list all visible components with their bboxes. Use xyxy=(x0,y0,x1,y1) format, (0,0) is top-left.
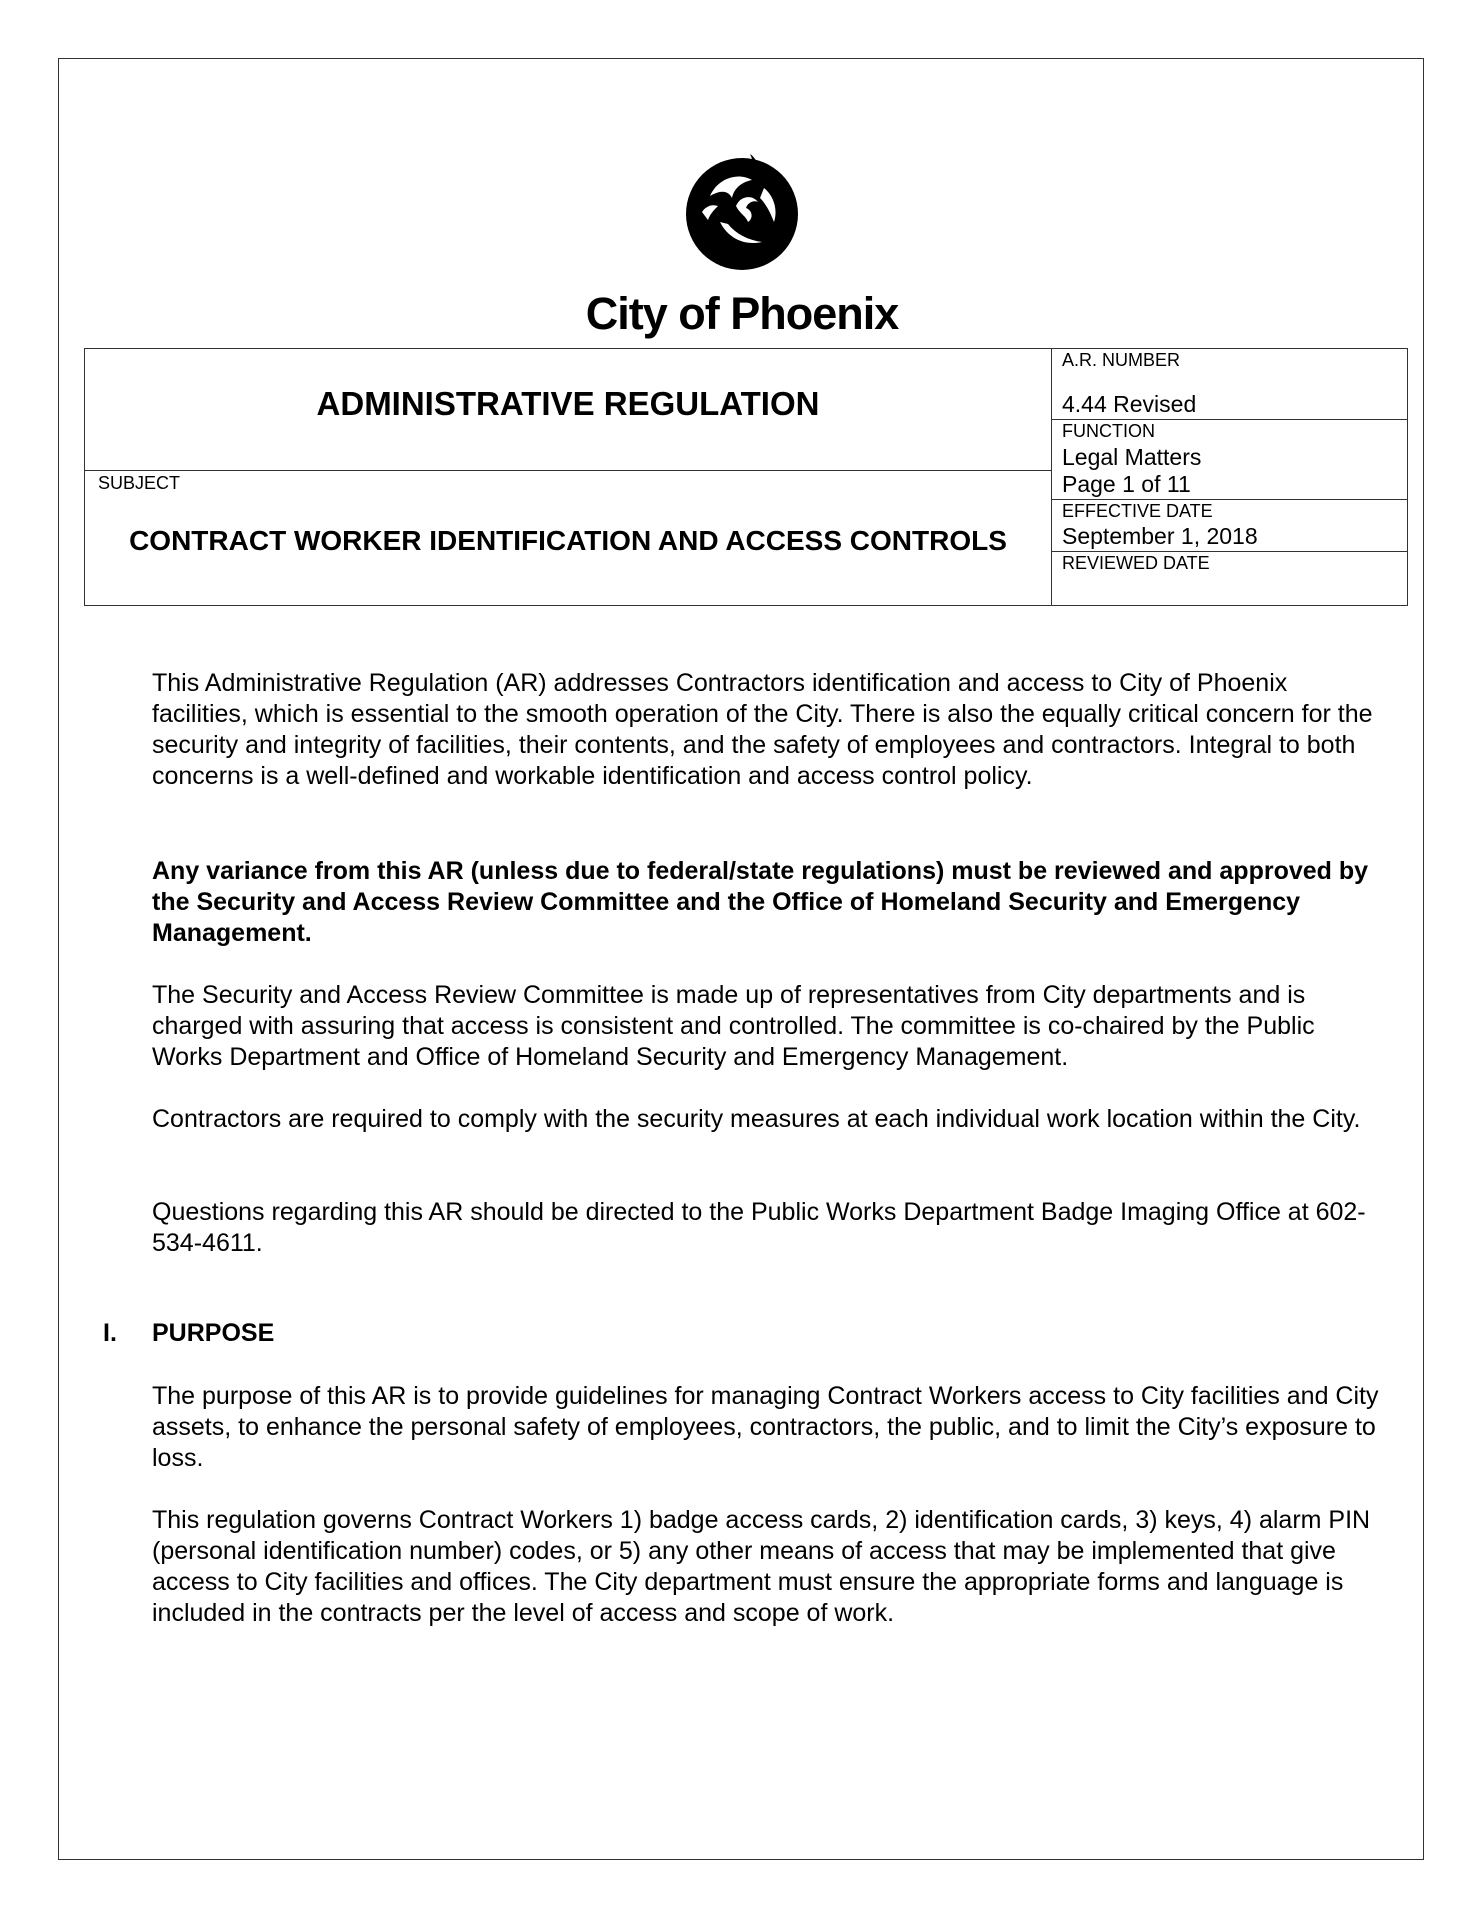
subject-label: SUBJECT xyxy=(98,473,181,493)
regulation-header-table xyxy=(84,348,1408,606)
reviewed-date-label: REVIEWED DATE xyxy=(1062,553,1210,573)
intro-paragraph-1 xyxy=(152,668,1382,792)
purpose-text-2: This regulation governs Contract Workers 1) badge access cards, 2) identification cards, 3) keys, 4) alarm PIN (personal identification number) codes, or 5) any other means of access that may be implemented that give access to City facilities and offices. The City department must ensure the appropriate forms and language is included in the contracts per the level of access and scope of work. xyxy=(152,1506,1371,1627)
purpose-text-1: The purpose of this AR is to provide guidelines for managing Contract Workers access to City facilities and City assets, to enhance the personal safety of employees, contractors, the public, and to limit the City’s exposure to loss. xyxy=(152,1382,1379,1472)
intro-text-1: This Administrative Regulation (AR) addresses Contractors identification and access to City of Phoenix facilities, which is essential to the smooth operation of the City. There is also the equally critical concern for the security and integrity of facilities, their contents, and the safety of employees and contractors. Integral to both concerns is a well-defined and workable identification and access control policy. xyxy=(152,669,1373,790)
phoenix-bird-icon xyxy=(680,148,804,272)
subject-text: CONTRACT WORKER IDENTIFICATION AND ACCESS CONTROLS xyxy=(129,525,1007,556)
intro-text-5: Questions regarding this AR should be directed to the Public Works Department Badge Imaging Office at 602-534-4611. xyxy=(152,1198,1366,1257)
function-value: Legal Matters xyxy=(1062,444,1202,470)
function-label: FUNCTION xyxy=(1062,421,1155,441)
purpose-paragraph-1 xyxy=(152,1381,1382,1474)
ar-number-label: A.R. NUMBER xyxy=(1062,350,1181,370)
city-name: City of Phoenix xyxy=(585,288,899,339)
effective-date-label: EFFECTIVE DATE xyxy=(1062,501,1213,521)
city-logo xyxy=(0,148,1484,340)
purpose-paragraph-2 xyxy=(152,1505,1382,1629)
intro-paragraph-4 xyxy=(152,1104,1382,1135)
effective-date-value: September 1, 2018 xyxy=(1062,523,1258,549)
ar-number-value: 4.44 Revised xyxy=(1062,391,1197,417)
intro-paragraph-5 xyxy=(152,1197,1382,1259)
intro-text-2: Any variance from this AR (unless due to federal/state regulations) must be reviewed and approved by the Security and Access Review Committee and the Office of Homeland Security and Emergency Management. xyxy=(152,857,1369,947)
intro-text-4: Contractors are required to comply with the security measures at each individual work location within the City. xyxy=(152,1105,1361,1133)
page-number: Page 1 of 11 xyxy=(1062,471,1191,497)
section-title: PURPOSE xyxy=(152,1319,275,1347)
intro-paragraph-3 xyxy=(152,980,1382,1073)
intro-paragraph-2 xyxy=(152,856,1382,949)
document-title: ADMINISTRATIVE REGULATION xyxy=(316,385,820,422)
section-number: I. xyxy=(103,1319,117,1347)
intro-text-3: The Security and Access Review Committee is made up of representatives from City departments and is charged with assuring that access is consistent and controlled. The committee is co-chaired by the Public Works Department and Office of Homeland Security and Emergency Management. xyxy=(152,981,1315,1071)
